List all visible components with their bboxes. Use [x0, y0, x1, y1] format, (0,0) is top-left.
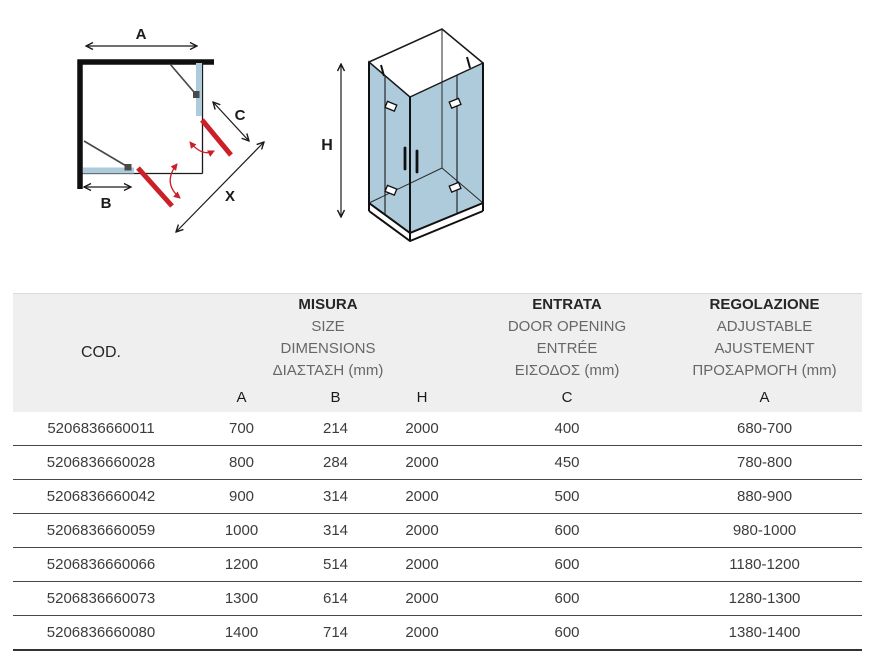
cell-cod: 5206836660028: [13, 446, 189, 480]
top-view-diagram: [78, 26, 265, 232]
table-row: [13, 480, 862, 514]
cell-c: 450: [467, 446, 667, 480]
cell-adj: 880-900: [667, 480, 862, 514]
group-line: AJUSTEMENT: [714, 340, 815, 357]
group-line: DOOR OPENING: [507, 318, 627, 335]
cell-a: 900: [189, 480, 294, 514]
sub-header-a: A: [189, 382, 294, 412]
cell-a: 1400: [189, 616, 294, 651]
group-line: ΠΡΟΣΑΡΜΟΓΗ (mm): [692, 362, 837, 379]
col-header-cod: COD.: [13, 294, 189, 413]
cell-adj: 780-800: [667, 446, 862, 480]
dimension-label-c: C: [234, 107, 246, 124]
group-title-entrata: ENTRATA: [532, 296, 602, 313]
top-rim-edges: [369, 29, 483, 63]
cell-c: 600: [467, 582, 667, 616]
iso-view-diagram: [321, 29, 483, 241]
cell-h: 2000: [377, 446, 467, 480]
cell-b: 214: [294, 412, 377, 446]
cell-a: 800: [189, 446, 294, 480]
group-title-misura: MISURA: [298, 296, 358, 313]
sub-header-adj: A: [667, 382, 862, 412]
table-row: [13, 446, 862, 480]
group-line: ADJUSTABLE: [716, 318, 813, 335]
cell-adj: 1180-1200: [667, 548, 862, 582]
cell-cod: 5206836660059: [13, 514, 189, 548]
dimension-label-x: X: [224, 188, 236, 205]
cell-c: 400: [467, 412, 667, 446]
cell-adj: 980-1000: [667, 514, 862, 548]
group-line: SIZE: [311, 318, 345, 335]
spec-table: [13, 293, 862, 651]
group-line: ΔΙΑΣΤΑΣΗ (mm): [272, 362, 384, 379]
cell-h: 2000: [377, 480, 467, 514]
cell-a: 1000: [189, 514, 294, 548]
cell-h: 2000: [377, 412, 467, 446]
group-title-regolazione: REGOLAZIONE: [709, 296, 820, 313]
sub-header-c: C: [467, 382, 667, 412]
cell-cod: 5206836660080: [13, 616, 189, 651]
table-row: [13, 582, 862, 616]
cell-h: 2000: [377, 514, 467, 548]
group-line: ΕΙΣΟΔΟΣ (mm): [514, 362, 620, 379]
dimension-label-a: A: [135, 26, 147, 43]
spec-table-body: [13, 412, 862, 650]
table-row: [13, 616, 862, 651]
cell-a: 1300: [189, 582, 294, 616]
cell-c: 600: [467, 616, 667, 651]
sub-header-b: B: [294, 382, 377, 412]
col-group-regolazione: [667, 294, 862, 383]
table-row: [13, 548, 862, 582]
support-braces: [84, 64, 200, 171]
dimension-arrow-x: [176, 142, 264, 232]
cell-cod: 5206836660066: [13, 548, 189, 582]
group-line: ENTRÉE: [536, 340, 598, 357]
dimension-label-h: H: [321, 137, 333, 154]
cell-b: 614: [294, 582, 377, 616]
cell-a: 700: [189, 412, 294, 446]
cell-b: 714: [294, 616, 377, 651]
cell-cod: 5206836660011: [13, 412, 189, 446]
col-group-misura: [189, 294, 467, 383]
cell-a: 1200: [189, 548, 294, 582]
spec-table-header: [13, 294, 862, 413]
cell-c: 500: [467, 480, 667, 514]
technical-diagrams: [0, 0, 875, 250]
cell-c: 600: [467, 514, 667, 548]
cell-b: 314: [294, 514, 377, 548]
door-open-lines: [138, 120, 231, 206]
cell-c: 600: [467, 548, 667, 582]
group-line: DIMENSIONS: [280, 340, 376, 357]
cell-cod: 5206836660073: [13, 582, 189, 616]
wall-brackets: [381, 57, 470, 76]
cell-adj: 1280-1300: [667, 582, 862, 616]
cell-adj: 1380-1400: [667, 616, 862, 651]
cell-adj: 680-700: [667, 412, 862, 446]
dimension-label-b: B: [100, 195, 112, 212]
enclosure-outline: [82, 62, 203, 174]
sub-header-h: H: [377, 382, 467, 412]
glass-faces: [369, 62, 483, 233]
cell-b: 514: [294, 548, 377, 582]
door-swing-arrows: [170, 142, 214, 198]
cell-cod: 5206836660042: [13, 480, 189, 514]
glass-panel-right: [196, 63, 202, 116]
table-row: [13, 412, 862, 446]
cell-h: 2000: [377, 582, 467, 616]
cell-b: 314: [294, 480, 377, 514]
cell-h: 2000: [377, 616, 467, 651]
table-row: [13, 514, 862, 548]
cell-h: 2000: [377, 548, 467, 582]
col-group-entrata: [467, 294, 667, 383]
cell-b: 284: [294, 446, 377, 480]
